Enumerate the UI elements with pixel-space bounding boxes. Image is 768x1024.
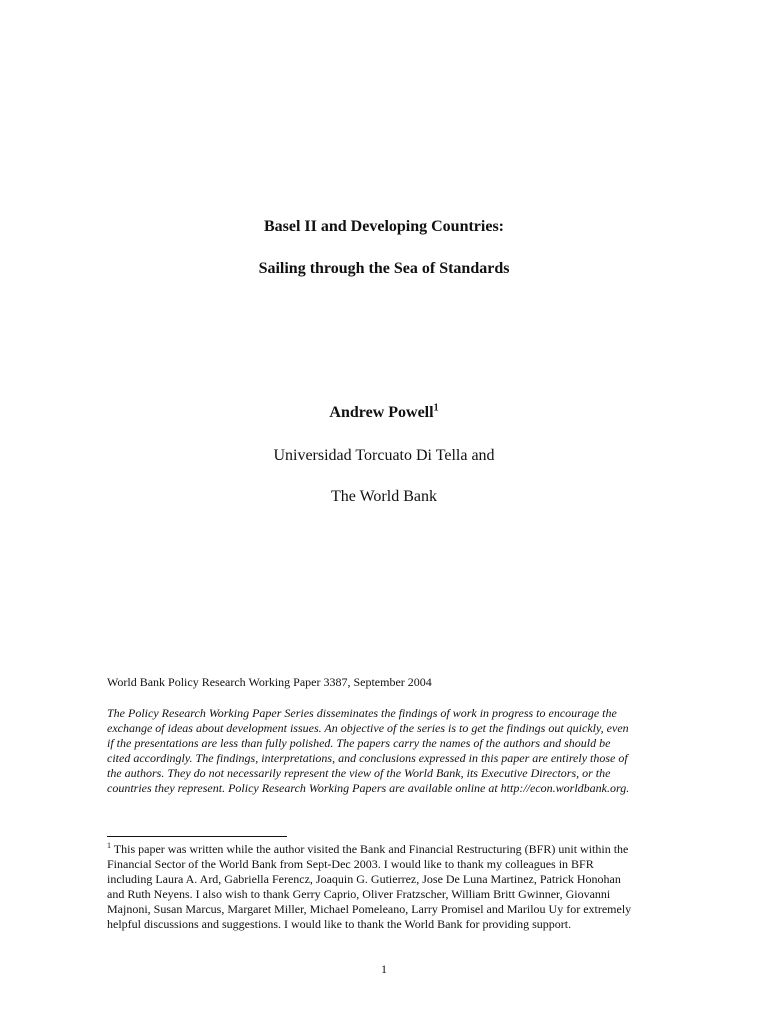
footnote-divider — [107, 836, 287, 837]
author-footnote-mark: 1 — [433, 402, 439, 414]
disclaimer-line: countries they represent. Policy Research Working Papers are available online at http://econ.worldbank.org. — [107, 781, 630, 795]
footnote-line: helpful discussions and suggestions. I would like to thank the World Bank for providing support. — [107, 917, 572, 931]
footnote-line — [107, 842, 667, 857]
author-name: Andrew Powell — [329, 404, 434, 421]
footnote-line: and Ruth Neyens. I also wish to thank Gerry Caprio, Oliver Fratzscher, William Britt Gwinner, Giovanni — [107, 887, 611, 901]
paper-title: Basel II and Developing Countries: — [263, 218, 505, 235]
disclaimer-line: the authors. They do not necessarily represent the view of the World Bank, its Executive Directors, or the — [107, 766, 611, 780]
disclaimer-line: if the presentations are less than fully polished. The papers carry the names of the authors and should be — [107, 736, 611, 750]
author-line — [0, 404, 768, 422]
affiliation-line-2: The World Bank — [331, 488, 437, 505]
disclaimer-line: cited accordingly. The findings, interpretations, and conclusions expressed in this paper are entirely those of — [107, 751, 628, 765]
affiliation-line-1: Universidad Torcuato Di Tella and — [273, 447, 495, 464]
footnote-line: including Laura A. Ard, Gabriella Ferencz, Joaquin G. Gutierrez, Jose De Luna Martinez, Patrick Honohan — [107, 872, 621, 886]
paper-subtitle: Sailing through the Sea of Standards — [258, 260, 510, 277]
footnote — [107, 842, 667, 932]
page-number: 1 — [381, 962, 387, 976]
footnote-mark: 1 — [107, 841, 111, 850]
series-citation: World Bank Policy Research Working Paper 3387, September 2004 — [107, 675, 432, 689]
disclaimer-line: The Policy Research Working Paper Series disseminates the findings of work in progress to encourage the — [107, 706, 617, 720]
footnote-line: Majnoni, Susan Marcus, Margaret Miller, Michael Pomeleano, Larry Promisel and Marilou Uy for extremely — [107, 902, 632, 916]
disclaimer-paragraph — [107, 706, 667, 796]
footnote-line: Financial Sector of the World Bank from Sept-Dec 2003. I would like to thank my colleagues in BFR — [107, 857, 594, 871]
disclaimer-line: exchange of ideas about development issues. An objective of the series is to get the findings out quickly, even — [107, 721, 629, 735]
footnote-line-text: This paper was written while the author visited the Bank and Financial Restructuring (BFR) unit within the — [111, 842, 629, 856]
